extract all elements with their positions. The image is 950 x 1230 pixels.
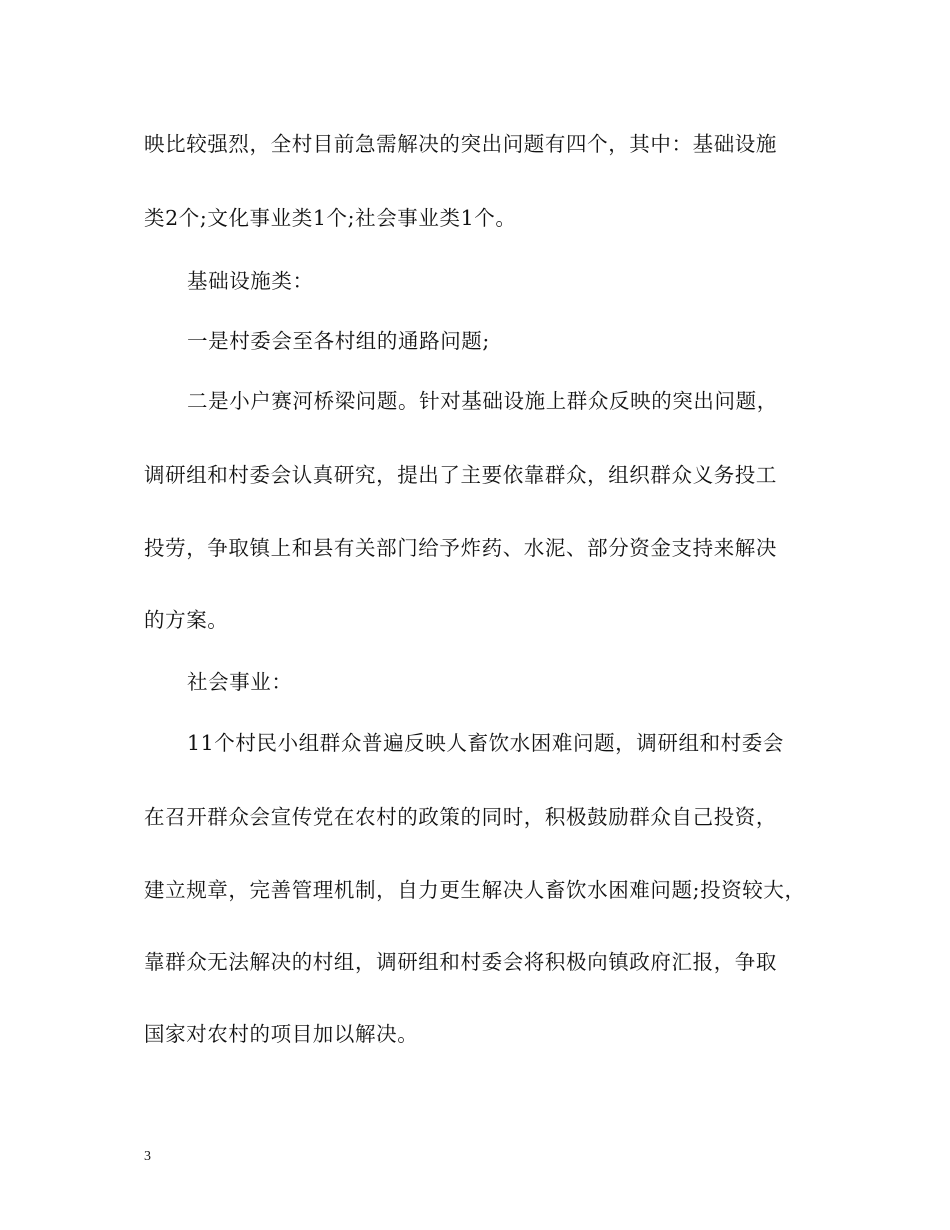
body-text-line: 映比较强烈，全村目前急需解决的突出问题有四个，其中：基础设施 <box>144 132 777 156</box>
body-text-line: 二是小户赛河桥梁问题。针对基础设施上群众反映的突出问题， <box>187 389 778 413</box>
page-number: 3 <box>144 1149 151 1164</box>
body-text-line: 类2个;文化事业类1个;社会事业类1个。 <box>144 206 517 230</box>
body-text-line: 的方案。 <box>144 608 229 632</box>
body-text-line: 11个村民小组群众普遍反映人畜饮水困难问题，调研组和村委会 <box>187 731 784 755</box>
body-text-line: 一是村委会至各村组的通路问题; <box>187 329 490 353</box>
body-text-line: 调研组和村委会认真研究，提出了主要依靠群众，组织群众义务投工 <box>144 463 777 487</box>
body-text-line: 在召开群众会宣传党在农村的政策的同时，积极鼓励群众自己投资， <box>144 805 777 829</box>
body-text-line: 国家对农村的项目加以解决。 <box>144 1022 419 1046</box>
body-text-line: 建立规章，完善管理机制，自力更生解决人畜饮水困难问题;投资较大， <box>144 878 806 902</box>
section-heading-social: 社会事业： <box>187 670 293 694</box>
section-heading-infrastructure: 基础设施类： <box>187 269 314 293</box>
body-text-line: 靠群众无法解决的村组，调研组和村委会将积极向镇政府汇报，争取 <box>144 950 777 974</box>
body-text-line: 投劳，争取镇上和县有关部门给予炸药、水泥、部分资金支持来解决 <box>144 536 777 560</box>
